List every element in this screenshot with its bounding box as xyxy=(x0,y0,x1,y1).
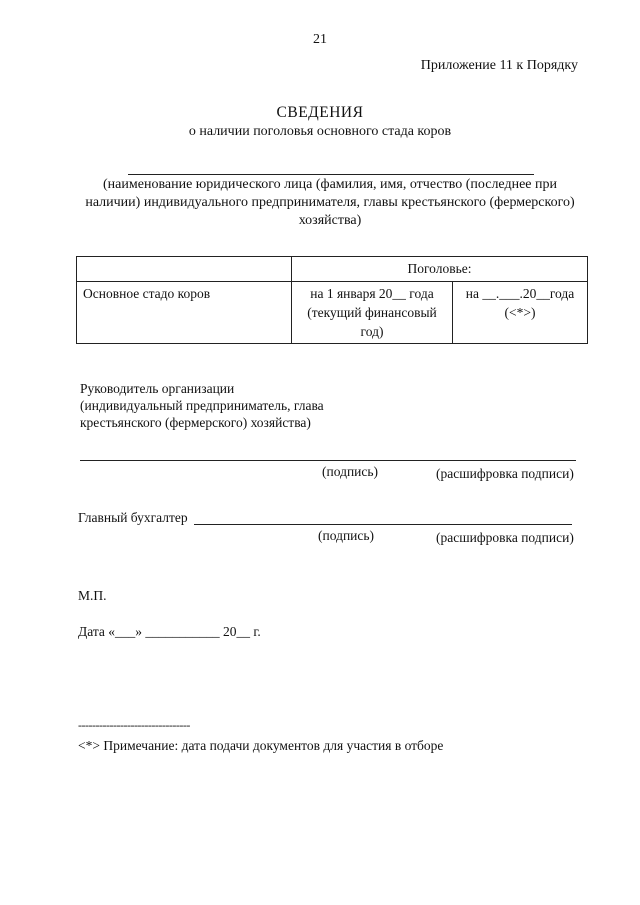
accountant-signature-line[interactable] xyxy=(194,524,572,525)
stamp-place: М.П. xyxy=(78,588,107,603)
table-header-empty xyxy=(77,257,292,282)
submission-date-text: на __.___.20__года xyxy=(465,286,575,301)
accountant-signature-label: (подпись) xyxy=(318,528,375,543)
name-fill-line[interactable] xyxy=(128,174,534,175)
appendix-label: Приложение 11 к Порядку xyxy=(420,58,578,73)
accountant-label: Главный бухгалтер xyxy=(78,510,188,525)
table-row-label: Основное стадо коров xyxy=(77,282,292,344)
manager-signature-label: (подпись) xyxy=(322,464,379,479)
footnote-divider: -------------------------------- xyxy=(78,718,190,732)
submission-date-note: (<*>) xyxy=(504,305,536,320)
accountant-decode-label: (расшифровка подписи) xyxy=(436,530,574,545)
page-number: 21 xyxy=(313,32,327,47)
footnote: <*> Примечание: дата подачи документов для участия в отборе xyxy=(78,738,444,753)
date-field[interactable]: Дата «___» ___________ 20__ г. xyxy=(78,624,261,639)
document-subtitle: о наличии поголовья основного стада коров xyxy=(188,124,452,139)
table-cell-submission-date[interactable] xyxy=(453,282,588,344)
manager-decode-label: (расшифровка подписи) xyxy=(436,466,574,481)
name-note: (наименование юридического лица (фамилия, имя, отчество (последнее при наличии) индивидуального предпринимателя, главы крестьянского (фермерского) хозяйства) xyxy=(85,177,575,228)
manager-signature-line[interactable] xyxy=(80,460,576,461)
table-group-header: Поголовье: xyxy=(292,257,588,282)
table-cell-current-year[interactable]: на 1 января 20__ года (текущий финансовый год) xyxy=(292,282,453,344)
document-title: СВЕДЕНИЯ xyxy=(276,104,364,121)
herd-table xyxy=(76,256,588,344)
manager-label: Руководитель организации (индивидуальный предприниматель, глава крестьянского (фермерского) хозяйства) xyxy=(80,381,324,430)
